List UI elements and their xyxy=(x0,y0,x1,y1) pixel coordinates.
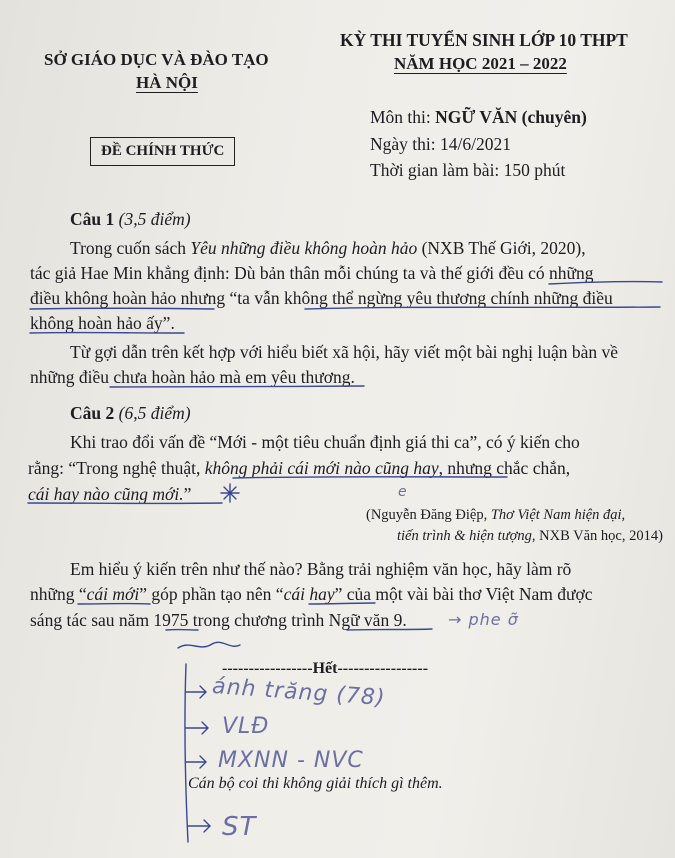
quote-part-2: cái hay nào cũng mới. xyxy=(28,484,184,504)
q1-line-5: Từ gợi dẫn trên kết hợp với hiểu biết xã hội, hãy viết một bài nghị luận bàn về xyxy=(70,342,619,362)
arrow-mark xyxy=(186,722,208,734)
handwritten-note-1: ánh trăng (78) xyxy=(211,673,387,712)
school-year: NĂM HỌC 2021 – 2022 xyxy=(394,54,567,73)
question-2-points: (6,5 điểm) xyxy=(118,403,191,423)
q1-text: Trong cuốn sách xyxy=(70,238,191,258)
bracket-mark xyxy=(185,664,188,842)
q2-text: ” góp phần tạo nên “ xyxy=(139,584,284,604)
handwritten-note-2: VLĐ xyxy=(222,714,270,739)
star-mark xyxy=(221,484,239,502)
citation-line-2 xyxy=(397,528,663,545)
arrow-mark xyxy=(186,756,206,768)
exam-date: Ngày thi: 14/6/2021 xyxy=(370,134,511,154)
department-name: SỞ GIÁO DỤC VÀ ĐÀO TẠO xyxy=(44,50,269,69)
q1-text: (NXB Thế Giới, 2020), xyxy=(417,238,586,258)
handwritten-note-3: MXNN - NVC xyxy=(218,748,364,773)
q1-line-2: tác giả Hae Min khẳng định: Dù bản thân mỗi chúng ta và thế giới đều có những xyxy=(30,263,594,283)
invigilator-note: Cán bộ coi thi không giải thích gì thêm. xyxy=(188,775,443,792)
subject-label: Môn thi: xyxy=(370,107,436,127)
question-1-heading xyxy=(70,207,191,231)
q1-line-1 xyxy=(70,236,586,260)
q2-line-3 xyxy=(28,482,191,506)
citation-author: (Nguyễn Đăng Điệp, xyxy=(366,507,491,523)
q2-line-2 xyxy=(28,456,570,480)
citation-line-1 xyxy=(366,507,625,524)
arrow-mark xyxy=(188,820,210,832)
q2-text: rằng: “Trong nghệ thuật, xyxy=(28,458,205,478)
citation-title: tiến trình & hiện tượng xyxy=(397,528,532,544)
q2-text: ” xyxy=(183,484,192,504)
citation-title: Thơ Việt Nam hiện đại, xyxy=(490,507,626,523)
exam-duration: Thời gian làm bài: 150 phút xyxy=(370,160,566,180)
keyword-new: cái mới xyxy=(86,584,140,604)
q2-line-5 xyxy=(30,582,593,606)
handwritten-note-5: e xyxy=(398,484,408,500)
subject-value: NGỮ VĂN (chuyên) xyxy=(435,107,587,127)
q1-line-4: không hoàn hảo ấy”. xyxy=(30,313,175,333)
question-1-points: (3,5 điểm) xyxy=(118,209,191,229)
squiggle-mark xyxy=(178,642,240,648)
city-name: HÀ NỘI xyxy=(136,73,198,92)
q2-line-4: Em hiểu ý kiến trên như thế nào? Bằng trải nghiệm văn học, hãy làm rõ xyxy=(70,559,572,579)
question-1-title: Câu 1 xyxy=(70,209,115,229)
citation-publisher: , NXB Văn học, 2014) xyxy=(531,528,663,544)
end-marker: -----------------Hết----------------- xyxy=(222,660,429,677)
subject-line xyxy=(370,107,587,128)
q2-text: những “ xyxy=(30,584,87,604)
keyword-good: cái hay xyxy=(283,584,335,604)
exam-title: KỲ THI TUYỂN SINH LỚP 10 THPT xyxy=(340,30,628,50)
official-label: ĐỀ CHÍNH THỨC xyxy=(90,137,235,166)
q1-line-3: điều không hoàn hảo nhưng “ta vẫn không thể ngừng yêu thương chính những điều xyxy=(30,288,613,308)
q2-line-6: sáng tác sau năm 1975 trong chương trình Ngữ văn 9. xyxy=(30,610,407,630)
q2-text: , nhưng chắc chắn, xyxy=(438,458,571,478)
handwritten-note-4: ST xyxy=(222,812,257,842)
quote-part-1: không phải cái mới nào cũng hay xyxy=(204,458,439,478)
q2-text: ” của một vài bài thơ Việt Nam được xyxy=(334,584,593,604)
q2-line-1: Khi trao đổi vấn đề “Mới - một tiêu chuẩn định giá thi ca”, có ý kiến cho xyxy=(70,432,580,452)
handwritten-note-6: → phe σ̃ xyxy=(448,610,519,629)
question-2-title: Câu 2 xyxy=(70,403,115,423)
arrow-mark xyxy=(186,686,206,698)
book-title: Yêu những điều không hoàn hảo xyxy=(190,238,418,258)
question-2-heading xyxy=(70,401,191,425)
q1-line-6: những điều chưa hoàn hảo mà em yêu thương. xyxy=(30,367,355,387)
